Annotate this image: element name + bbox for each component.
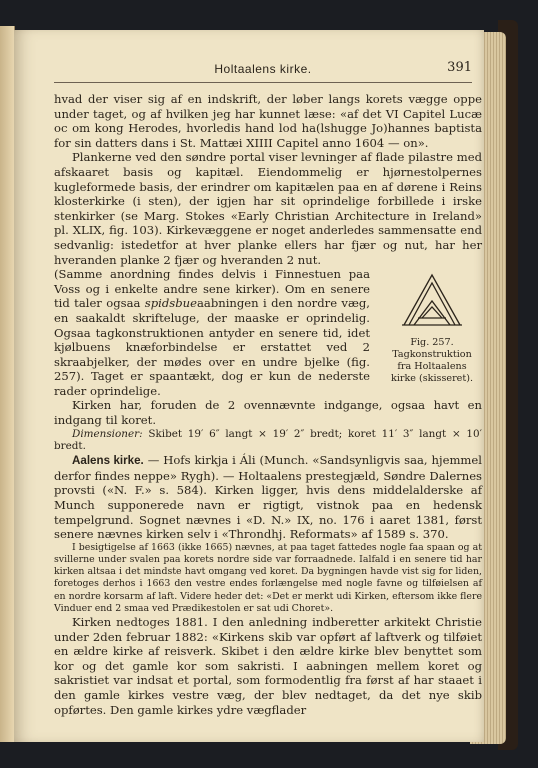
roof-construction-figure	[400, 271, 464, 329]
paragraph-portal	[54, 150, 482, 267]
italic-term: spidsbue	[144, 296, 197, 311]
figure-caption-line2: fra Holtaalens	[397, 361, 467, 373]
figure-number: Fig. 257.	[410, 337, 454, 349]
portal-text-end: aabningen i den nordre væg, en saakaldt skrifteluge, der maaske er oprindelig. Ogsaa tagkonstruktionen antyder en senere tid, idet kjølbuens knæforbindelse er erstattet ved 2 skraabjelker, der mødes over en undre bjelke (fig. 257). Taget er spaantækt, dog er kun de nederste rader oprindelige.	[54, 296, 370, 398]
aalens-text: — Hofs kirkja i Áli (Munch. «Sandsynligvis saa, hjemmel derfor findes neppe» Rygh). — Holtaalens prestegjæld, Søndre Dalernes provsti («N. F.» s. 584). Kirken ligger, hvis dens middelalderske af Munch supponerede navn er rigtigt, vistnok paa en hedensk tempelgrund. Sognet nævnes i «D. N.» IX, no. 176 i aaret 1381, først senere nævnes kirken selv i «Throndhj. Reformats» af 1589 s. 370.	[54, 453, 482, 542]
paragraph-entrance: Kirken har, foruden de 2 ovennævnte indgange, ogsaa havt en indgang til koret.	[54, 398, 482, 428]
dimensions-line	[54, 428, 482, 454]
page-body	[54, 92, 482, 717]
book-page	[14, 30, 484, 742]
small-note: I besigtigelse af 1663 (ikke 1665) nævnes, at paa taget fattedes nogle faa spaan og at svillerne under svalen paa korets nordre side var forraadnede. Ialfald i en senere tid har kirken altsaa i det mindste havt omgang ved koret. Da bygningen havde vist sig for liden, foretoges derhos i 1663 den vestre endes forlængelse med nogle favne og tilføielsen af en nordre korsarm af laft. Videre heder det: «Det er merkt udi Kirken, eftersom ikke flere Vinduer end 2 smaa ved Prædikestolen er sat udi Choret».	[54, 541, 482, 614]
figure-caption-line1: Tagkonstruktion	[392, 349, 472, 361]
running-title: Holtaalens kirke.	[214, 62, 312, 76]
aalens-heading: Aalens kirke.	[72, 454, 144, 468]
portal-text-cont: (Samme anordning findes delvis i Finnestuen paa Voss og i enkelte andre sene kirker). Om en senere tid taler ogsaa	[54, 267, 370, 311]
figure-257	[378, 269, 486, 385]
dimensions-label: Dimensioner:	[72, 427, 143, 440]
dimensions-text: Skibet 19′ 6″ langt × 19′ 2″ bredt; koret 11′ 3″ langt × 10′ bredt.	[54, 427, 482, 453]
running-header	[54, 60, 472, 83]
paragraph-inscription: hvad der viser sig af en indskrift, der løber langs korets vægge oppe under taget, og af hvilken jeg har kunnet læse: «af det VI Capitel Lucæ oc om kong Herodes, hvorledis hand lod ha(lshugge Jo)hannes baptista for sin datters dans i St. Mattæi XIIII Capitel anno 1604 — on».	[54, 92, 482, 150]
paragraph-aalens	[54, 453, 482, 542]
portal-text: Plankerne ved den søndre portal viser levninger af flade pilastre med afskaaret basis og kapitæl. Eiendommelig er hjørnestolpernes kugleformede basis, der erindrer om kapitælen paa en af dørene i Reins klosterkirke (i sten), der igjen har sit oprindelige forbillede i irske stenkirker (se Marg. Stokes «Early Christian Architecture in Ireland» pl. XLIX, fig. 103). Kirkevæggene er noget anderledes sammensatte end sedvanlig: istedetfor at hver planke ellers har fjær og nut, har her hveranden planke 2 fjær og hveranden 2 nut.	[54, 150, 482, 267]
figure-caption-line3: kirke (skisseret).	[391, 373, 473, 385]
left-page-edge	[0, 26, 15, 742]
page-number: 391	[447, 60, 472, 75]
paragraph-demolition: Kirken nedtoges 1881. I den anledning indberetter arkitekt Christie under 2den februar 1882: «Kirkens skib var opført af laftverk og tilføiet en ældre kirke af reisverk. Skibet i den ældre kirke blev benyttet som kor og det gamle kor som sakristi. I aabningen mellem koret og sakristiet var indsat et portal, som formodentlig fra først af har staaet i den gamle kirkes vestre væg, der blev nedtaget, da det nye skib opførtes. Den gamle kirkes ydre vægflader	[54, 615, 482, 717]
